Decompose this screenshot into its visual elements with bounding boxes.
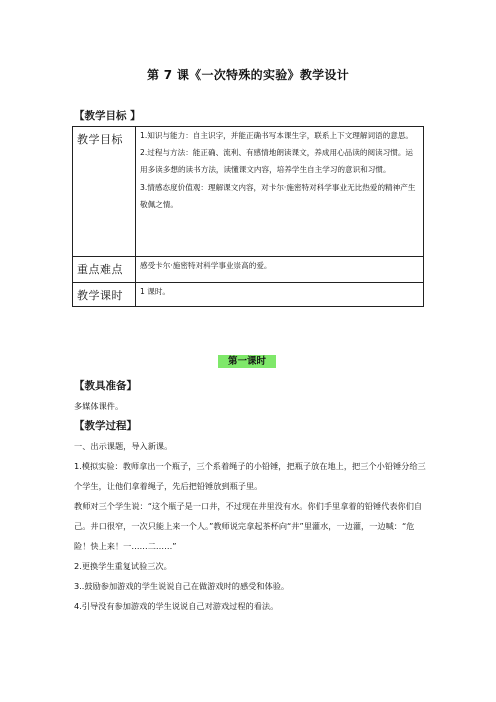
goal-item: 1.知识与能力：自主识字，并能正确书写本课生字，联系上下文理解词语的意思。: [140, 131, 414, 140]
process-heading: 【教学过程】: [74, 420, 137, 432]
goals-table: [72, 126, 424, 307]
goal-item: 2.过程与方法：能正确、流利、有感情地朗读课文，养成用心品读的阅读习惯。运用多读多想的读书方法，读懂课文内容，培养学生自主学习的意识和习惯。: [140, 148, 414, 175]
prep-heading: 【教具准备】: [74, 380, 137, 392]
period-item: 1 课时。: [140, 287, 171, 296]
key-points-content: [136, 257, 424, 283]
row-label-periods: 教学课时: [73, 283, 136, 307]
row-label-key-points: 重点难点: [73, 257, 136, 283]
prep-text: 多媒体课件。: [74, 401, 124, 411]
process-paragraph: 2.更换学生重复试验三次。: [74, 561, 172, 571]
process-paragraph: 4.引导没有参加游戏的学生说说自己对游戏过程的看法。: [74, 601, 279, 611]
process-paragraph: 1.模拟实验：教师拿出一个瓶子，三个系着绳子的小铅锤，把瓶子放在地上，把三个小铅锤分给三个学生，让他们拿着绳子，先后把铅锤放到瓶子里。: [74, 461, 426, 491]
key-point-item: 感受卡尔·施密特对科学事业崇高的爱。: [140, 261, 272, 270]
process-paragraph: 3..鼓励参加游戏的学生说说自己在做游戏时的感受和体验。: [74, 581, 290, 591]
teaching-goals-heading: 【教学目标 】: [74, 110, 141, 122]
process-paragraph: 一、出示课题，导入新课。: [74, 441, 173, 451]
lesson-tag: 第一课时: [218, 355, 276, 368]
table-row: [73, 127, 424, 257]
row-label-goals: 教学目标: [73, 127, 136, 257]
table-row: [73, 283, 424, 307]
process-body: [74, 436, 426, 616]
document-title: 第 7 课《一次特殊的实验》教学设计: [146, 68, 350, 82]
process-paragraph: 教师对三个学生说：“这个瓶子是一口井，不过现在井里没有水。你们手里拿着的铅锤代表你们自己。井口很窄，一次只能上来一个人。”教师说完拿起茶杯向“井”里灌水，一边灌，一边喊：“危险！快上来！一……二……”: [74, 501, 423, 551]
goals-content: [136, 127, 424, 257]
periods-content: [136, 283, 424, 307]
goal-item: 3.情感态度价值观：理解课文内容，对卡尔·施密特对科学事业无比热爱的精神产生敬佩之情。: [140, 182, 416, 209]
table-row: [73, 257, 424, 283]
